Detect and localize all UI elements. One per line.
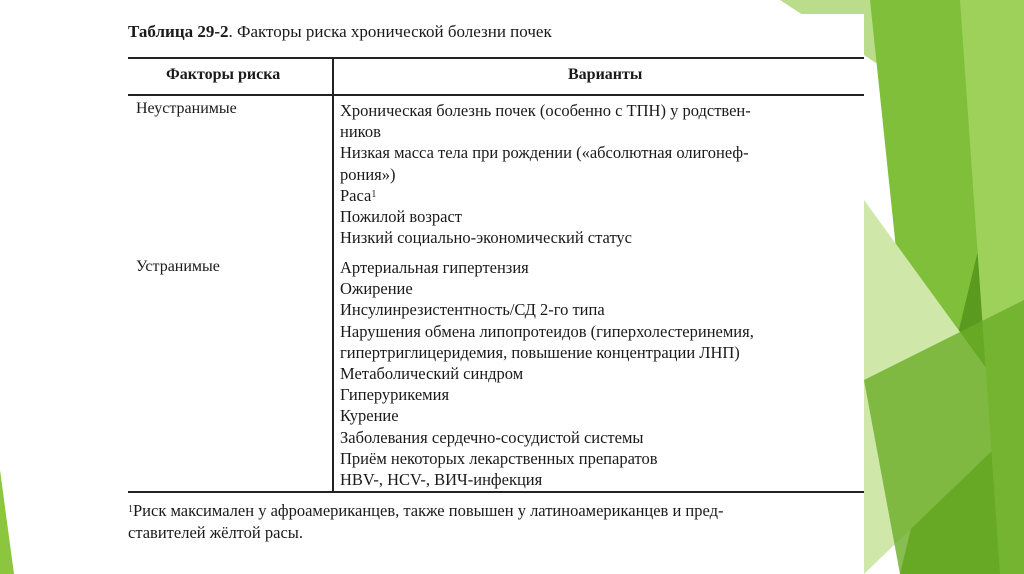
- footnote-ref: 1: [371, 188, 377, 200]
- list-item: Курение: [340, 406, 399, 426]
- list-item: рония»): [340, 164, 396, 184]
- list-item: ников: [340, 122, 381, 142]
- options-nonmodifiable: [340, 100, 751, 248]
- list-item: Низкая масса тела при рождении («абсолютная олигонеф-: [340, 143, 749, 163]
- table-title: Таблица 29-2. Факторы риска хронической болезни почек: [128, 22, 552, 41]
- list-item: Гиперурикемия: [340, 385, 450, 405]
- list-item: Заболевания сердечно-сосудистой системы: [340, 427, 644, 447]
- list-item: гипертриглицеридемия, повышение концентрации ЛНП): [340, 342, 740, 362]
- footnote: $^1$Риск максимален у афроамериканцев, также повышен у латиноамериканцев и пред- ставителей жёлтой расы.: [128, 501, 724, 542]
- options-modifiable: [340, 257, 754, 490]
- header-rule: [128, 94, 864, 96]
- column-divider: [332, 57, 334, 491]
- list-item: Раса$^1$: [340, 185, 377, 205]
- list-item: Приём некоторых лекарственных препаратов: [340, 448, 658, 468]
- list-item: Хроническая болезнь почек (особенно с ТПН) у родствен-: [340, 101, 751, 120]
- header-factors: Факторы риска: [166, 66, 281, 83]
- list-item: Артериальная гипертензия: [340, 258, 529, 277]
- list-item: Метаболический синдром: [340, 364, 524, 384]
- list-item: Пожилой возраст: [340, 207, 462, 227]
- bottom-rule: [128, 491, 864, 493]
- list-item: Нарушения обмена липопротеидов (гиперхолестеринемия,: [340, 321, 754, 341]
- header-variants: Варианты: [568, 66, 643, 83]
- factor-nonmodifiable: Неустранимые: [136, 100, 237, 117]
- factor-modifiable: Устранимые: [136, 258, 220, 275]
- top-rule: [128, 57, 864, 59]
- list-item: Инсулинрезистентность/СД 2-го типа: [340, 300, 605, 320]
- list-item: HBV-, HCV-, ВИЧ-инфекция: [340, 470, 543, 490]
- table-card: [110, 14, 864, 552]
- list-item: Низкий социально-экономический статус: [340, 228, 633, 248]
- list-item: Ожирение: [340, 279, 413, 299]
